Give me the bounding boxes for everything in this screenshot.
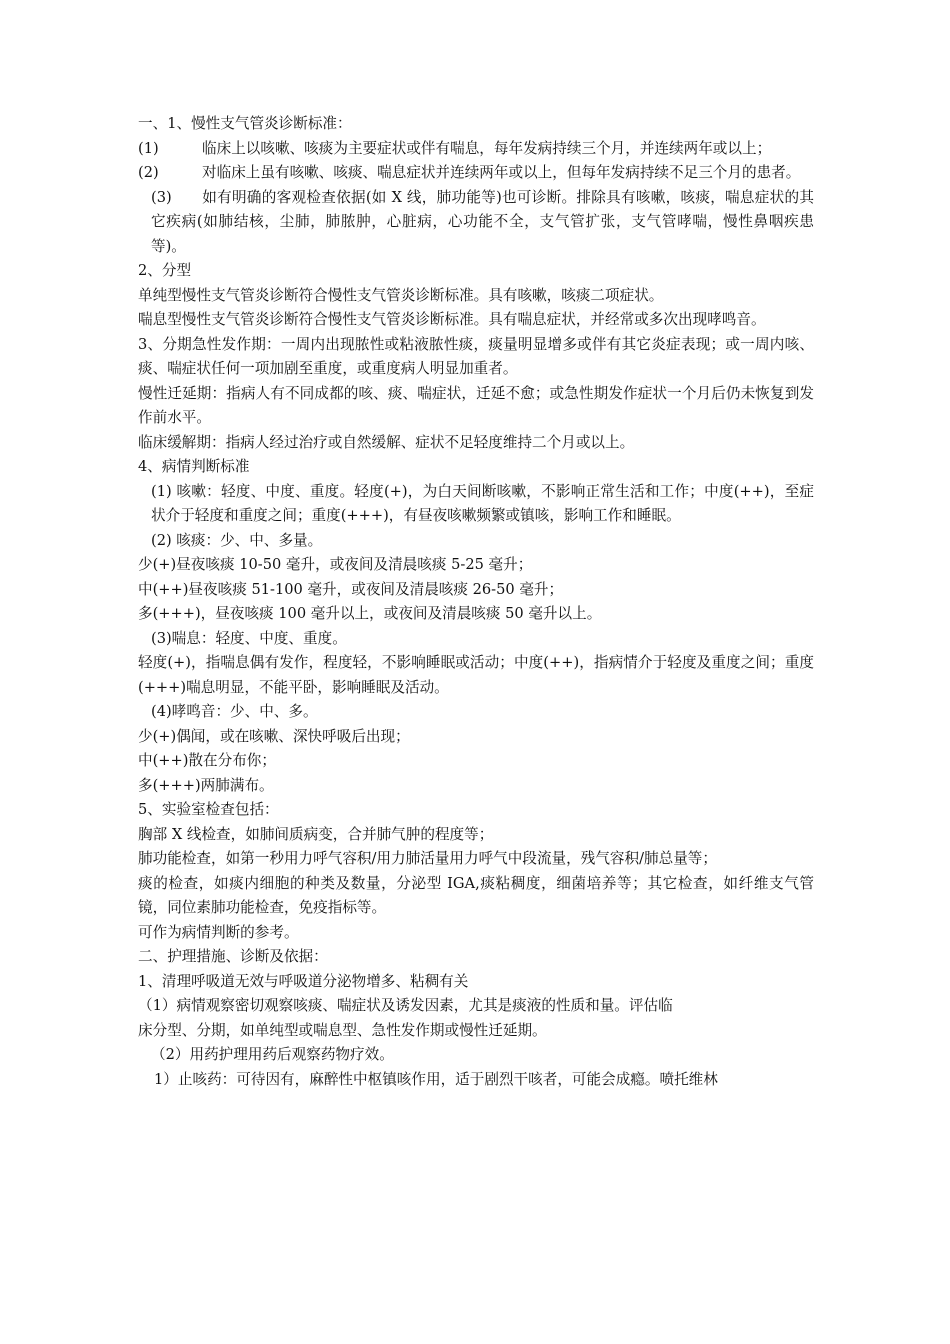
paragraph: 1）止咳药：可待因有，麻醉性中枢镇咳作用，适于剧烈干咳者，可能会成瘾。喷托维林 xyxy=(154,1070,718,1088)
paragraph xyxy=(138,137,814,162)
paragraph: 中(++)散在分布你； xyxy=(138,752,276,769)
paragraph: 少(+)昼夜咳痰 10-50 毫升，或夜间及清晨咳痰 5-25 毫升； xyxy=(138,556,533,573)
paragraph: 喘息型慢性支气管炎诊断符合慢性支气管炎诊断标准。具有喘息症状，并经常或多次出现哮鸣音。 xyxy=(138,311,766,328)
paragraph: 多(+++)，昼夜咳痰 100 毫升以上，或夜间及清晨咳痰 50 毫升以上。 xyxy=(138,605,602,622)
paragraph: 轻度(+)，指喘息偶有发作，程度轻，不影响睡眠或活动；中度(++)，指病情介于轻度及重度之间；重度(+++)喘息明显，不能平卧，影响睡眠及活动。 xyxy=(138,654,814,696)
paragraph: (2) 咳痰：少、中、多量。 xyxy=(151,531,323,549)
paragraph xyxy=(138,186,814,260)
paragraph: 痰的检查，如痰内细胞的种类及数量，分泌型 IGA,痰粘稠度，细菌培养等；其它检查，如纤维支气管镜，同位素肺功能检查，免疫指标等。 xyxy=(138,874,814,916)
paragraph: (3)喘息：轻度、中度、重度。 xyxy=(151,629,347,647)
subsection-heading: 1、清理呼吸道无效与呼吸道分泌物增多、粘稠有关 xyxy=(138,972,469,990)
section-heading: 5、实验室检查包括： xyxy=(138,801,279,818)
item-number: (2) xyxy=(138,164,159,181)
paragraph: 床分型、分期，如单纯型或喘息型、急性发作期或慢性迁延期。 xyxy=(138,1021,547,1039)
paragraph: (1) 咳嗽：轻度、中度、重度。轻度(+)，为白天间断咳嗽，不影响正常生活和工作；中度(++)，至症状介于轻度和重度之间；重度(+++)，有昼夜咳嗽频繁或镇咳，影响工作和睡眠。 xyxy=(151,482,814,524)
section-heading: 二、护理措施、诊断及依据： xyxy=(138,948,328,965)
item-number: (1) xyxy=(138,139,159,157)
item-number: (3) xyxy=(151,188,172,206)
paragraph: 多(+++)两肺满布。 xyxy=(138,776,274,794)
paragraph: 胸部 X 线检查，如肺间质病变，合并肺气肿的程度等； xyxy=(138,825,494,843)
paragraph: (4)哮鸣音：少、中、多。 xyxy=(151,703,318,720)
paragraph: 肺功能检查，如第一秒用力呼气容积/用力肺活量用力呼气中段流量，残气容积/肺总量等； xyxy=(138,850,717,867)
paragraph: 单纯型慢性支气管炎诊断符合慢性支气管炎诊断标准。具有咳嗽，咳痰二项症状。 xyxy=(138,286,664,304)
paragraph: 中(++)昼夜咳痰 51-100 毫升，或夜间及清晨咳痰 26-50 毫升； xyxy=(138,580,564,598)
paragraph: 可作为病情判断的参考。 xyxy=(138,923,299,941)
paragraph: 少(+)偶闻，或在咳嗽、深快呼吸后出现； xyxy=(138,727,410,745)
paragraph: （2）用药护理用药后观察药物疗效。 xyxy=(151,1046,394,1063)
item-text: 对临床上虽有咳嗽、咳痰、喘息症状并连续两年或以上，但每年发病持续不足三个月的患者。 xyxy=(202,164,801,181)
paragraph: 慢性迁延期：指病人有不同成都的咳、痰、喘症状，迁延不愈；或急性期发作症状一个月后仍未恢复到发作前水平。 xyxy=(138,384,814,426)
item-text: 临床上以咳嗽、咳痰为主要症状或伴有喘息，每年发病持续三个月，并连续两年或以上； xyxy=(202,139,772,157)
section-heading: 4、病情判断标准 xyxy=(138,458,250,475)
paragraph xyxy=(138,161,814,186)
section-heading: 2、分型 xyxy=(138,262,192,279)
paragraph: （1）病情观察密切观察咳痰、喘症状及诱发因素，尤其是痰液的性质和量。评估临 xyxy=(138,997,673,1014)
paragraph: 3、分期急性发作期：一周内出现脓性或粘液脓性痰，痰量明显增多或伴有其它炎症表现；或一周内咳、痰、喘症状任何一项加剧至重度，或重度病人明显加重者。 xyxy=(138,335,814,377)
section-heading: 一、1、慢性支气管炎诊断标准： xyxy=(138,115,352,132)
paragraph: 临床缓解期：指病人经过治疗或自然缓解、症状不足轻度维持二个月或以上。 xyxy=(138,433,635,451)
item-text: 如有明确的客观检查依据(如 X 线，肺功能等)也可诊断。排除具有咳嗽，咳痰，喘息症状的其它疾病(如肺结核，尘肺，肺脓肿，心脏病，心功能不全，支气管扩张，支气管哮喘，慢性鼻咽疾患等)。 xyxy=(151,188,814,255)
document-page xyxy=(138,112,814,1092)
